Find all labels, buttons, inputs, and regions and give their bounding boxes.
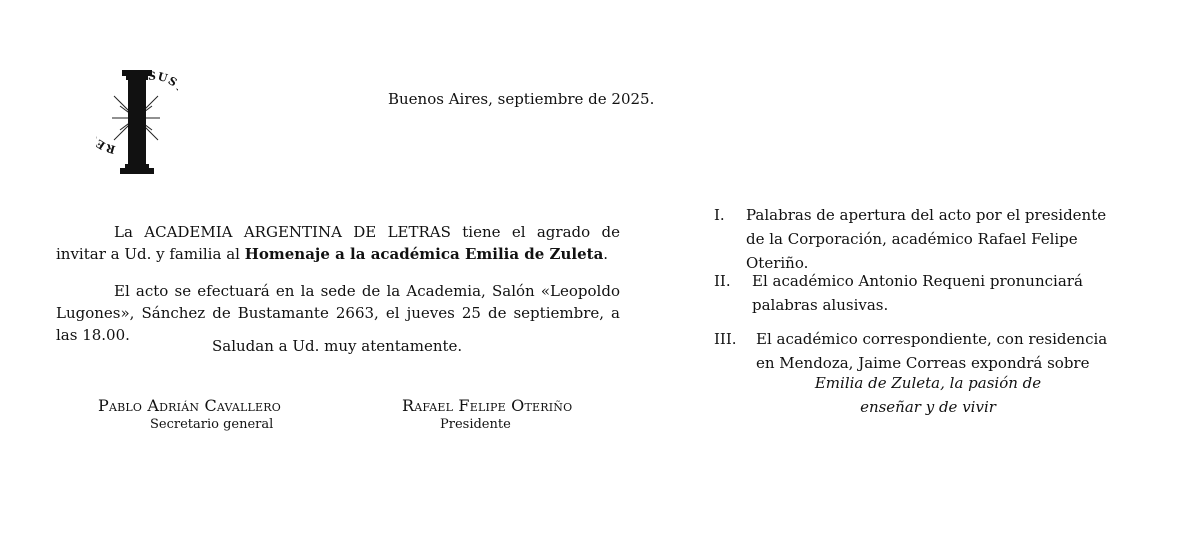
program-item-numeral: II. xyxy=(714,272,731,290)
lecture-title-line: Emilia de Zuleta, la pasión de xyxy=(814,374,1042,392)
seal-text-right: SU xyxy=(147,69,170,86)
svg-text:SUSTENTA xyxy=(148,70,178,136)
program-item-numeral: I. xyxy=(714,206,725,224)
lecture-title xyxy=(770,371,1086,419)
program-item-text: Palabras de apertura del acto por el presidente de la Corporación, académico Rafael Felipe Oteriño. xyxy=(746,206,1107,272)
invitation-paragraph xyxy=(56,221,620,265)
homage-title: Homenaje a la académica Emilia de Zuleta xyxy=(244,245,604,263)
seal-text-left: R xyxy=(103,140,117,157)
academy-seal-logo xyxy=(96,66,178,178)
lecture-title-line: enseñar y de vivir xyxy=(860,398,996,416)
event-details-text: El acto se efectuará en la sede de la Academia, Salón «Leopoldo Lugones», Sánchez de Bustamante 2663, el jueves 25 de septiembre, a las 18.00. xyxy=(56,282,620,344)
signatory-role-president: Presidente xyxy=(440,417,511,432)
program-item-text: El académico correspondiente, con residencia en Mendoza, Jaime Correas expondrá sobre xyxy=(756,330,1108,372)
signatory-name-secretary: Pablo Adrián Cavallero xyxy=(98,396,281,415)
signatory-name-president: Rafael Felipe Oteriño xyxy=(402,396,573,415)
column-seal-icon xyxy=(96,66,178,178)
program-item-numeral: III. xyxy=(714,330,737,348)
invitation-text: La ACADEMIA ARGENTINA DE LETRAS tiene el agrado de invitar a Ud. y familia al xyxy=(56,223,620,263)
program-item-text: El académico Antonio Requeni pronunciará palabras alusivas. xyxy=(752,272,1083,314)
closing-line: Saludan a Ud. muy atentamente. xyxy=(212,337,463,355)
signatory-role-secretary: Secretario general xyxy=(150,417,274,432)
svg-text:RECTA xyxy=(96,113,117,156)
invitation-period: . xyxy=(603,245,609,263)
date-line: Buenos Aires, septiembre de 2025. xyxy=(388,90,655,108)
